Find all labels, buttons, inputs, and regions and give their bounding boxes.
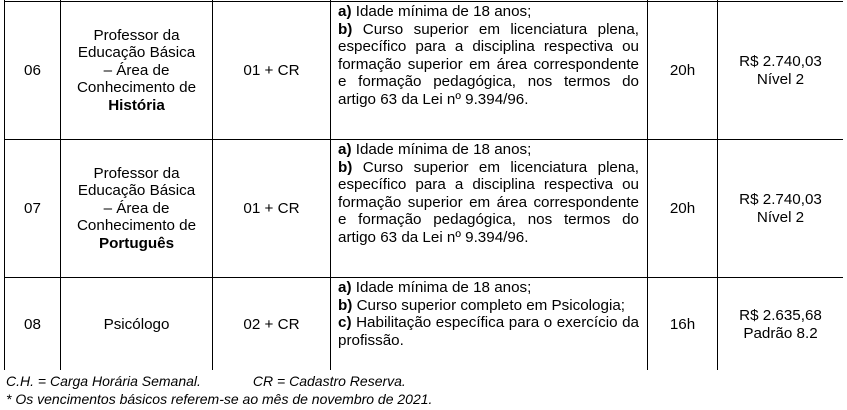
cargo-line: Educação Básica	[77, 44, 196, 62]
requisito-item	[338, 297, 639, 315]
table-row	[5, 2, 844, 140]
cargo-line: Professor da	[93, 26, 180, 44]
requisito-text: Habilitação específica para o exercício da profissão.	[338, 314, 639, 349]
cargo-line: – Área de	[103, 199, 170, 217]
cargo-line: Conhecimento de	[76, 79, 197, 97]
vencimento-cell	[718, 2, 844, 140]
cargo-line: Educação Básica	[77, 182, 196, 200]
requisitos-cell	[331, 2, 648, 140]
requisito-item	[338, 159, 639, 247]
nivel-value: Nível 2	[756, 70, 805, 88]
cargo-line: Psicólogo	[103, 316, 170, 334]
row-number: 08	[5, 278, 61, 371]
requisito-item	[338, 21, 639, 109]
table-row	[5, 140, 844, 278]
requisito-marker: a)	[338, 141, 352, 158]
requisito-marker: c)	[338, 314, 352, 332]
vencimento-value: R$ 2.740,03	[739, 190, 822, 208]
table-notes	[6, 372, 432, 408]
table-row	[5, 278, 844, 371]
vagas-cell: 01 + CR	[213, 2, 331, 140]
requisito-text: Idade mínima de 18 anos;	[351, 279, 532, 296]
carga-horaria-cell: 20h	[648, 2, 718, 140]
cargo-cell	[61, 140, 213, 278]
vencimento-value: R$ 2.740,03	[739, 52, 822, 70]
carga-horaria-cell: 20h	[648, 140, 718, 278]
requisito-item	[338, 314, 639, 349]
vagas-cell: 01 + CR	[213, 140, 331, 278]
carga-horaria-cell: 16h	[648, 278, 718, 371]
requisito-text: Idade mínima de 18 anos;	[351, 3, 532, 20]
cargo-line: Professor da	[93, 164, 180, 182]
footnote: * Os vencimentos básicos referem-se ao mês de novembro de 2021.	[6, 391, 433, 407]
requisitos-cell	[331, 278, 648, 371]
requisitos-cell	[331, 140, 648, 278]
legend-line	[6, 372, 432, 390]
table-body	[5, 0, 844, 370]
vacancy-table-container	[4, 0, 843, 370]
cargo-line: – Área de	[103, 61, 170, 79]
requisito-marker: b)	[338, 296, 353, 314]
vencimento-cell	[718, 140, 844, 278]
nivel-value: Nível 2	[756, 208, 805, 226]
cargo-subject: Português	[98, 234, 175, 252]
cr-legend: CR = Cadastro Reserva.	[252, 373, 406, 389]
ch-legend: C.H. = Carga Horária Semanal.	[6, 373, 201, 389]
vencimento-cell	[718, 278, 844, 371]
requisito-marker: a)	[338, 3, 352, 20]
requisito-text: Curso superior completo em Psicologia;	[352, 296, 625, 314]
requisito-marker: b)	[338, 158, 353, 176]
vagas-cell: 02 + CR	[213, 278, 331, 371]
requisito-text: Curso superior em licenciatura plena, específico para a disciplina respectiva ou formação superior em área correspondente e formação pedagógica, nos termos do artigo 63 da Lei nº 9.394/96.	[338, 20, 639, 108]
requisito-marker: b)	[338, 20, 353, 38]
row-number: 07	[5, 140, 61, 278]
cargo-cell	[61, 2, 213, 140]
vacancy-table	[4, 0, 843, 370]
vencimento-value: R$ 2.635,68	[739, 307, 822, 325]
requisito-item	[338, 141, 639, 159]
requisito-text: Curso superior em licenciatura plena, específico para a disciplina respectiva ou formação superior em área correspondente e formação pedagógica, nos termos do artigo 63 da Lei nº 9.394/96.	[338, 158, 639, 246]
row-number: 06	[5, 2, 61, 140]
nivel-value: Padrão 8.2	[743, 325, 818, 342]
requisito-item	[338, 3, 639, 21]
cargo-subject: História	[108, 96, 165, 114]
cargo-cell	[61, 278, 213, 371]
cargo-line: Conhecimento de	[76, 217, 197, 235]
requisito-marker: a)	[338, 279, 352, 296]
requisito-text: Idade mínima de 18 anos;	[351, 141, 532, 158]
requisito-item	[338, 279, 639, 297]
